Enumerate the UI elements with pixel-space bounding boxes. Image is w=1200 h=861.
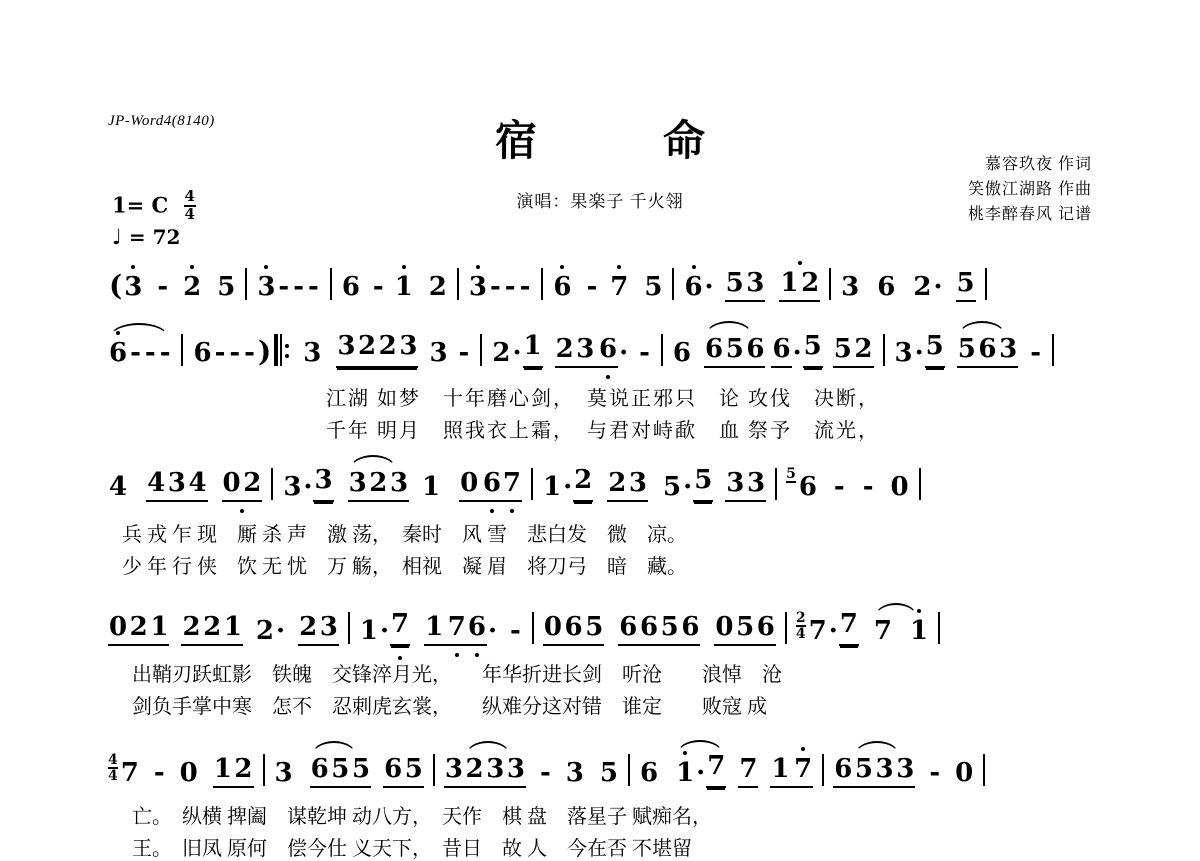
note: 3 <box>124 272 143 302</box>
beamed-group: 2 2 1 <box>181 612 242 646</box>
barline <box>785 612 787 644</box>
note: 6 <box>877 272 896 302</box>
beamed-group: 2 3 <box>555 334 598 368</box>
note: 6 <box>771 334 791 368</box>
augmentation-dot: · <box>828 616 838 646</box>
lyric-row-2-verse-2: 千年 明月 照我衣上霜， 与君对峙歃 血 祭予 流光， <box>326 420 880 442</box>
note: 3 <box>257 272 276 302</box>
beamed-group: 5 3 <box>725 268 766 302</box>
dash: - <box>308 272 319 302</box>
dash: - <box>159 338 171 368</box>
barline <box>532 612 534 644</box>
dash: - <box>144 338 156 368</box>
barline <box>883 334 885 366</box>
note: 5 <box>956 268 976 302</box>
document-code: JP-Word4(8140) <box>108 113 215 129</box>
beamed-group: 6 5 <box>383 754 424 788</box>
note: 7 <box>610 272 629 302</box>
beamed-group: 1 2 <box>779 268 820 302</box>
tempo-value: = 72 <box>128 225 181 249</box>
note: 7 <box>390 609 410 646</box>
note: 5 <box>803 331 823 368</box>
dash: - <box>519 272 531 302</box>
lyric-row-3-verse-1: 兵 戎 乍 现 厮 杀 声 激 荡， 秦时 风 雪 悲白发 微 凉。 <box>122 524 687 546</box>
barline <box>661 334 663 366</box>
dash: - <box>458 338 470 368</box>
barline <box>829 268 831 300</box>
barline <box>628 754 630 786</box>
repeat-start-icon <box>274 334 286 366</box>
performer-line: 演唱：果楽子 千火翎 <box>516 192 684 211</box>
beamed-group: 1 <box>424 612 447 646</box>
dash: - <box>157 272 169 302</box>
beamed-group: 0 6 5 <box>543 612 604 646</box>
note: 7 <box>502 468 522 502</box>
beamed-group: 6 5 6 <box>704 334 765 368</box>
note: 7 <box>873 616 893 646</box>
note: 7 <box>793 754 813 788</box>
score-row-1 <box>108 262 1092 302</box>
dash: - <box>639 338 650 368</box>
credit-transcriber: 桃李醉春风 记谱 <box>967 206 1092 223</box>
dash: - <box>244 338 255 368</box>
lyric-row-5-verse-2: 王。 旧凤 原何 偿今仕 义天下， 昔日 故 人 今在否 不堪留 <box>132 838 692 860</box>
lyric-row-3-verse-2: 少 年 行 侠 饮 无 忧 万 觞， 相视 凝 眉 将刀弓 暗 藏。 <box>122 556 687 578</box>
note: 7 <box>706 751 726 788</box>
augmentation-dot: · <box>696 758 706 788</box>
time-signature-change: $\frac{2}{4}$ <box>795 609 806 643</box>
note: 7 <box>447 612 467 646</box>
beamed-group: 2 3 <box>607 468 648 502</box>
barline <box>919 468 921 500</box>
dash: - <box>862 472 874 502</box>
note: 3 <box>274 758 293 788</box>
note: 3 <box>468 272 487 302</box>
note: 2 <box>913 272 932 302</box>
note: 5 <box>925 331 945 368</box>
note: 3 <box>565 758 584 788</box>
dash: - <box>229 338 241 368</box>
beamed-group: 6 5 5 <box>310 754 371 788</box>
beamed-group: 1 2 <box>213 754 254 788</box>
note: 6 <box>553 272 572 302</box>
beamed-group: 2 3 <box>298 612 339 646</box>
barline <box>245 268 247 300</box>
time-signature-denominator: 4 <box>184 204 195 223</box>
note: 1 <box>543 472 562 502</box>
augmentation-dot: · <box>619 338 629 368</box>
note: 3 <box>894 338 913 368</box>
lyric-row-4-verse-1: 出鞘刃跃虹影 铁魄 交锋淬月光， 年华折进长剑 听沧 浪悼 沧 <box>132 664 782 686</box>
note: 3 <box>303 338 322 368</box>
note: 5 <box>599 758 618 788</box>
augmentation-dot: · <box>933 272 943 302</box>
page-title: 宿 命 <box>494 116 747 165</box>
lyric-row-5-verse-1: 亡。 纵横 捭阖 谋乾坤 动八方， 天作 棋 盘 落星子 赋痴名， <box>132 806 712 828</box>
augmentation-dot: · <box>704 272 714 302</box>
augmentation-dot: · <box>303 472 313 502</box>
dash: - <box>586 272 598 302</box>
dash: - <box>1030 338 1041 368</box>
note: 7 <box>839 609 859 646</box>
note: 2 <box>492 338 511 368</box>
note: 6 <box>672 338 692 368</box>
dash: - <box>278 272 290 302</box>
augmentation-dot: · <box>512 338 522 368</box>
barline <box>457 268 459 300</box>
barline <box>1052 334 1054 366</box>
beamed-group: 4 3 4 <box>146 468 207 502</box>
score-row-2 <box>108 328 1092 368</box>
rest: 0 <box>890 472 909 502</box>
note: 5 <box>644 272 663 302</box>
augmentation-dot: · <box>379 616 389 646</box>
dash: - <box>489 272 501 302</box>
lyric-row-4-verse-2: 剑负手掌中寒 怎不 忍刺虎玄裳， 纵难分这对错 谁定 败寇 成 <box>132 696 767 718</box>
beamed-group: 5 2 <box>833 334 874 368</box>
dash: - <box>214 338 226 368</box>
note: 2 <box>255 616 274 646</box>
note: 7 <box>808 616 827 646</box>
beamed-group: 0 2 1 <box>108 612 169 646</box>
barline <box>775 468 777 500</box>
dash: - <box>153 758 165 788</box>
lyric-row-2-verse-1: 江湖 如梦 十年磨心剑， 莫说正邪只 论 攻伐 决断， <box>326 388 880 410</box>
beamed-group: 3 2 2 3 <box>336 331 418 368</box>
dash: - <box>539 758 551 788</box>
quarter-note-icon: ♩ <box>112 224 122 249</box>
note: 2 <box>428 272 447 302</box>
dash: - <box>833 472 845 502</box>
paren-close: ) <box>257 335 272 368</box>
dash: - <box>504 272 516 302</box>
rest: 0 <box>955 758 974 788</box>
note: 6 <box>684 272 703 302</box>
rest: 0 <box>179 758 198 788</box>
key-label: 1= C <box>112 192 169 218</box>
barline <box>985 268 987 300</box>
note: 6 <box>341 272 360 302</box>
time-signature <box>184 189 196 223</box>
barline <box>672 268 674 300</box>
note: 1 <box>909 616 929 646</box>
paren-open: ( <box>109 269 123 302</box>
key-signature <box>112 187 196 224</box>
dash: - <box>929 758 941 788</box>
barline <box>181 334 183 366</box>
credit-composer: 笑傲江湖路 作曲 <box>967 181 1092 198</box>
barline <box>531 468 533 500</box>
beamed-group: 3 2 3 <box>348 468 409 502</box>
note: 3 <box>283 472 302 502</box>
barline <box>983 754 985 786</box>
augmentation-dot: · <box>276 616 286 646</box>
score-row-4 <box>108 606 1092 646</box>
note: 3 <box>313 465 333 502</box>
score-row-3 <box>108 462 1092 502</box>
note: 5 <box>693 465 713 502</box>
beamed-group: 6 6 5 6 <box>618 612 700 646</box>
note: 1 <box>422 472 441 502</box>
augmentation-dot: · <box>487 616 498 646</box>
barline <box>271 468 273 500</box>
augmentation-dot: · <box>563 472 573 502</box>
tempo-marking <box>112 224 180 249</box>
barline <box>263 754 265 786</box>
note: 2 <box>183 272 202 302</box>
note: 4 <box>109 472 128 502</box>
barline <box>822 754 824 786</box>
note: 1 <box>359 616 378 646</box>
dash: - <box>372 272 384 302</box>
augmentation-dot: · <box>914 338 924 368</box>
time-signature-change: $\frac{4}{4}$ <box>108 751 118 785</box>
barline <box>433 754 435 786</box>
note: 5 <box>663 472 682 502</box>
note: 6 <box>639 758 659 788</box>
beamed-group: 5 6 3 <box>957 334 1018 368</box>
dash: - <box>130 338 141 368</box>
beamed-group: 7 <box>738 754 758 788</box>
credits-block <box>968 152 1092 227</box>
score-row-5 <box>108 748 1092 788</box>
note: 2 <box>573 465 593 502</box>
note: 1 <box>523 331 543 368</box>
beamed-group: 6 5 3 3 <box>833 754 915 788</box>
augmentation-dot: · <box>792 338 802 368</box>
barline <box>541 268 543 300</box>
barline <box>480 334 482 366</box>
dash: - <box>293 272 305 302</box>
augmentation-dot: · <box>683 472 693 502</box>
note: 1 <box>675 758 695 788</box>
barline <box>348 612 350 644</box>
beamed-group: 1 <box>770 754 793 788</box>
time-signature-numerator: 4 <box>184 187 195 205</box>
note: 1 <box>394 272 413 302</box>
beamed-group: 3 3 <box>725 468 766 502</box>
barline <box>938 612 940 644</box>
beamed-group: 3 2 3 3 <box>444 754 526 788</box>
dash: - <box>510 616 521 646</box>
note: 6 <box>482 468 502 502</box>
note: 7 <box>120 758 139 788</box>
note: 3 <box>429 338 448 368</box>
beamed-group: 0 2 <box>222 468 263 502</box>
time-signature-change: 5 <box>786 465 796 482</box>
note: 6 <box>798 472 817 502</box>
credit-lyricist: 慕容玖夜 作词 <box>984 156 1092 173</box>
beamed-group: 0 5 6 <box>714 612 775 646</box>
note: 6 <box>193 338 212 368</box>
note: 6 <box>598 334 618 368</box>
note: 6 <box>467 612 487 646</box>
beamed-group: 0 <box>459 468 482 502</box>
barline <box>330 268 332 300</box>
note: 6 <box>108 338 128 368</box>
note: 5 <box>217 272 236 302</box>
note: 3 <box>841 272 860 302</box>
